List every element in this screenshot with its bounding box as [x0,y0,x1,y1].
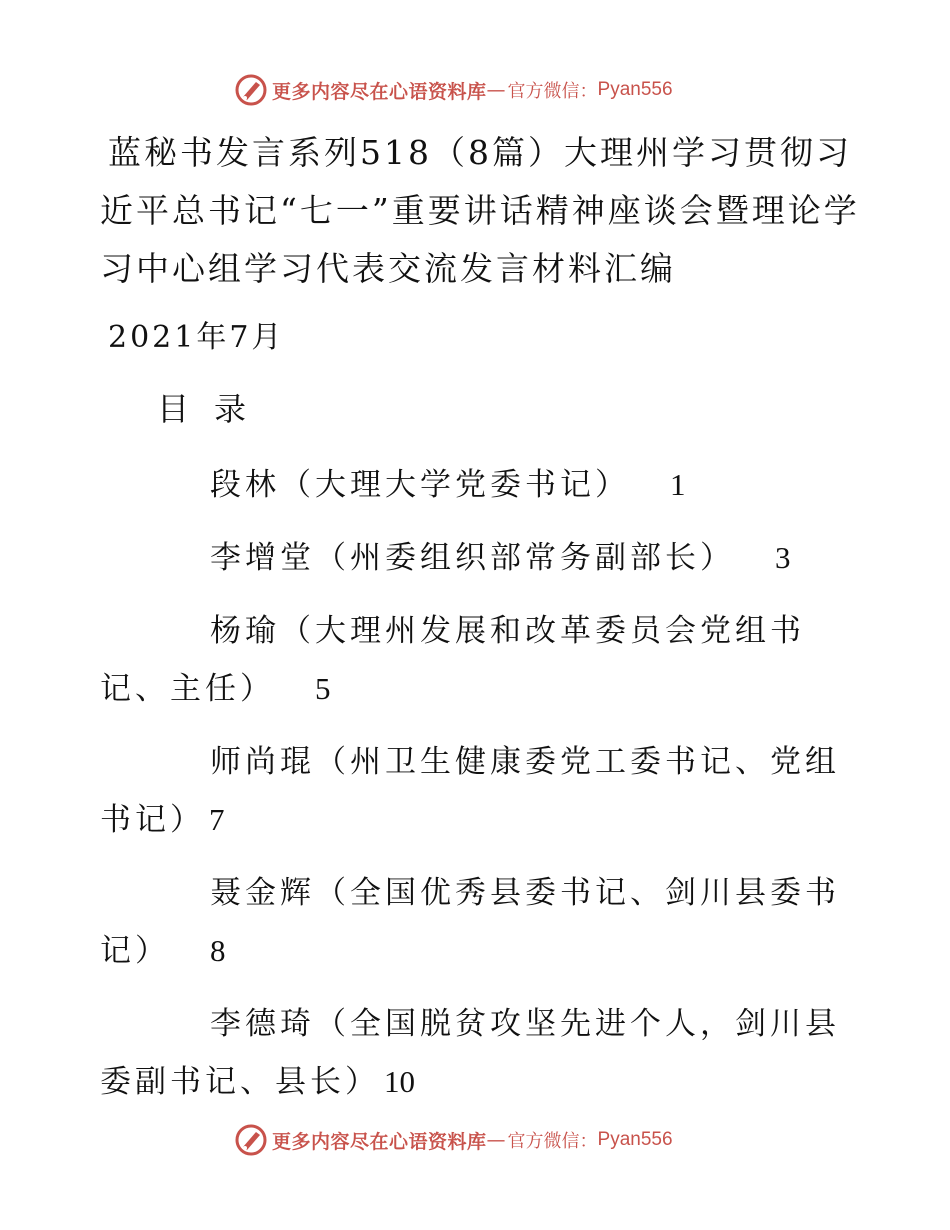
toc-entry[interactable] [100,602,840,718]
toc-entry-page: 3 [775,540,791,575]
toc-entry[interactable] [100,995,840,1111]
banner-dash: — [486,1129,506,1151]
toc-entry-text: 段林（大理大学党委书记） [210,467,630,503]
toc-entry-text: 李德琦（全国脱贫攻坚先进个人，剑川县委副书记、县长） [100,1006,840,1100]
banner-wechat-id: Pyan556 [597,1129,673,1150]
table-of-contents [100,456,840,1126]
document-date: 2021年7月 [108,320,285,355]
toc-entry[interactable] [100,456,840,514]
toc-heading [157,384,249,430]
footer-banner [234,1122,714,1158]
toc-entry-text: 师尚琨（州卫生健康委党工委书记、党组书记） [100,744,840,838]
header-banner [234,72,714,108]
toc-entry-page: 7 [209,802,225,837]
toc-heading-char-2: 录 [214,390,250,428]
toc-heading-char-1: 目 [157,390,193,428]
banner-wechat-id: Pyan556 [597,79,673,100]
toc-entry-page: 8 [210,933,226,968]
toc-entry-page: 10 [384,1064,415,1099]
document-title: 蓝秘书发言系列518（8篇）大理州学习贯彻习近平总书记“七一”重要讲话精神座谈会暨理论学习中心组学习代表交流发言材料汇编 [100,133,860,288]
banner-dash: — [486,79,506,101]
toc-entry[interactable] [100,733,840,849]
toc-entry-page: 5 [315,671,331,706]
pen-circle-logo-icon [234,73,268,107]
banner-official-label: 官方微信： [507,81,598,102]
toc-entry-page: 1 [670,467,686,502]
toc-entry-text: 杨瑜（大理州发展和改革委员会党组书记、主任） [100,613,805,707]
pen-circle-logo-icon [234,1123,268,1157]
banner-official-label: 官方微信： [507,1131,598,1152]
toc-entry[interactable] [100,864,840,980]
toc-entry-text: 聂金辉（全国优秀县委书记、剑川县委书记） [100,875,840,969]
banner-brand-text: 更多内容尽在心语资料库 [272,80,487,103]
toc-entry[interactable] [100,529,840,587]
banner-brand-text: 更多内容尽在心语资料库 [272,1130,487,1153]
toc-entry-text: 李增堂（州委组织部常务副部长） [210,540,735,576]
